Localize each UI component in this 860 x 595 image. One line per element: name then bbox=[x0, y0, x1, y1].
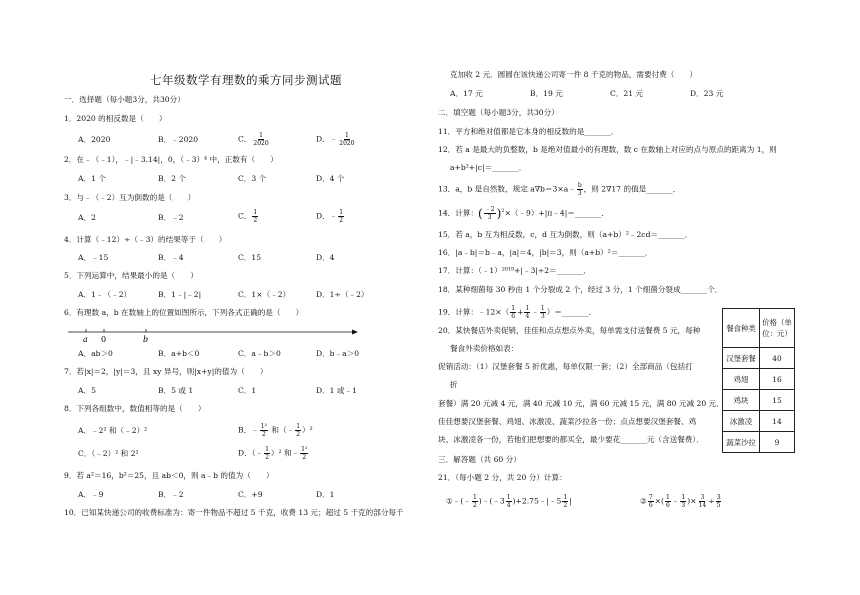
section-answer-heading: 三．解答题（共 60 分） bbox=[438, 455, 521, 464]
question-15: 15．若 a，b 互为相反数，c，d 互为倒数，则（a+b）²﹣2cd＝_______． bbox=[438, 230, 693, 239]
question-13: 13．a，b 是自然数，规定 a∇b＝3×a﹣ $\frac{b}{3}$ ，则 2∇17 的值是_______． bbox=[438, 182, 681, 197]
question-8: 8．下列各组数中，数值相等的是（ ） bbox=[64, 404, 206, 413]
meal-price: 14 bbox=[760, 411, 795, 432]
q1-option-c: C． $\frac{1}{2020}$ bbox=[238, 132, 269, 147]
section-choice-heading: 一．选择题（每小题3分，共30分） bbox=[64, 95, 185, 104]
q6-option-d: D．b﹣a＞0 bbox=[316, 349, 360, 358]
q10-option-a: A．17 元 bbox=[450, 89, 483, 98]
question-16: 16．|a﹣b|＝b﹣a，|a|＝4，|b|＝3，则（a+b）²＝_______． bbox=[438, 248, 653, 257]
q7-option-c: C．1 bbox=[238, 386, 257, 395]
q21-expression-1: ①﹣(﹣ $\frac{1}{2}$ )﹣(﹣3 $\frac{1}{4}$ )+2.75﹣|﹣5 $\frac{1}{2}$ | bbox=[446, 494, 572, 509]
q4-option-c: C．15 bbox=[238, 253, 262, 262]
question-5: 5．下列运算中，结果最小的是（ ） bbox=[64, 271, 198, 280]
question-17: 17．计算：（﹣1）²⁰¹⁹+|﹣3|÷2＝_______． bbox=[438, 266, 591, 275]
meal-price: 16 bbox=[760, 369, 795, 390]
q10-option-b: B．19 元 bbox=[530, 89, 563, 98]
q9-option-d: D．1 bbox=[316, 490, 335, 499]
question-9: 9．若 a²＝16，b²＝25，且 ab＜0，则 a﹣b 的值为（ ） bbox=[64, 471, 274, 480]
q5-option-c: C．1×（﹣2） bbox=[238, 290, 291, 299]
question-12-line-1: 12．若 a 是最大的负整数，b 是绝对值最小的有理数，数 c 在数轴上对应的点与原点的距离为 1，则 bbox=[438, 145, 777, 154]
q4-option-b: B．﹣4 bbox=[158, 253, 184, 262]
question-20-line-3: 促销活动：（1）汉堡套餐 5 折优惠，每单仅限一套；（2）全部商品（包括打 bbox=[438, 362, 693, 371]
q6-option-c: C．a﹣b＞0 bbox=[238, 349, 281, 358]
question-10-continued: 克加收 2 元．圆圆在该快递公司寄一件 8 千克的物品，需要付费（ ） bbox=[450, 70, 698, 79]
q3-option-d: D．﹣ $\frac{1}{2}$ bbox=[316, 209, 344, 224]
table-row bbox=[723, 390, 795, 411]
question-20-line-1: 20．某快餐店外卖促销，佳佳和点点想点外卖，每单需支付送餐费 5 元，每种 bbox=[438, 326, 701, 335]
number-line-figure bbox=[68, 327, 358, 345]
meal-price: 9 bbox=[760, 432, 795, 453]
question-20-line-2: 餐食外卖价格如表： bbox=[450, 344, 519, 353]
q7-option-d: D．1 或﹣1 bbox=[316, 386, 357, 395]
q3-option-c: C． $\frac{1}{2}$ bbox=[238, 209, 258, 224]
question-20-line-5: 套餐）满 20 元减 4 元，满 40 元减 10 元，满 60 元减 15 元，满 80 元减 20 元． bbox=[438, 399, 724, 408]
q3-option-b: B．﹣2 bbox=[158, 213, 184, 222]
q4-option-d: D．4 bbox=[316, 253, 335, 262]
q2-option-d: D．4 个 bbox=[316, 174, 345, 183]
number-line-label-b: b bbox=[143, 335, 149, 344]
q7-option-a: A．5 bbox=[78, 386, 96, 395]
question-7: 7．若|x|＝2，|y|＝3，且 xy 异号，则|x+y|的值为（ ） bbox=[64, 367, 268, 376]
question-4: 4．计算（﹣12）÷（﹣3）的结果等于（ ） bbox=[64, 235, 227, 244]
q8-option-b: B．﹣ $\frac{\text{1²}}{2}$ 和（﹣ $\frac{1}{2}$ ）² bbox=[238, 423, 313, 438]
question-21: 21．（每小题 2 分，共 20 分）计算： bbox=[438, 473, 567, 482]
q9-option-c: C．+9 bbox=[238, 490, 263, 499]
q8-option-d: D．（﹣ $\frac{1}{2}$ ）² 和﹣ $\frac{\text{1²}}{2}$ bbox=[238, 446, 308, 461]
q2-option-a: A．1 个 bbox=[78, 174, 106, 183]
q7-option-b: B．5 或 1 bbox=[158, 386, 194, 395]
question-20-line-4: 折 bbox=[450, 380, 458, 389]
q9-option-b: B．﹣2 bbox=[158, 490, 184, 499]
q10-option-d: D．23 元 bbox=[690, 89, 724, 98]
q2-option-b: B．2 个 bbox=[158, 174, 187, 183]
question-14: 14．计算：( $\frac{﹣2}{3}$ )$^2$×（﹣9）+|π﹣4|＝_______． bbox=[438, 206, 610, 222]
question-10: 10．已知某快递公司的收费标准为：寄一件物品不超过 5 千克，收费 13 元；超过 5 千克的部分每千 bbox=[64, 508, 404, 517]
question-18: 18．某种细菌每 30 秒由 1 个分裂成 2 个，经过 3 分，1 个细菌分裂成_______个． bbox=[438, 285, 723, 294]
question-1: 1．2020 的相反数是（ ） bbox=[64, 114, 167, 123]
table-row bbox=[723, 411, 795, 432]
q4-option-a: A．﹣15 bbox=[78, 253, 109, 262]
table-header-row bbox=[723, 309, 795, 348]
q1-option-a: A．2020 bbox=[78, 135, 111, 144]
meal-name: 汉堡套餐 bbox=[723, 348, 760, 369]
number-line-label-zero: 0 bbox=[101, 335, 107, 344]
meal-name: 蔬菜沙拉 bbox=[723, 432, 760, 453]
q5-option-a: A．1﹣（﹣2） bbox=[78, 290, 132, 299]
q5-option-d: D．1÷（﹣2） bbox=[316, 290, 369, 299]
meal-price: 40 bbox=[760, 348, 795, 369]
meal-name: 冰激凌 bbox=[723, 411, 760, 432]
q1-option-b: B．﹣2020 bbox=[158, 135, 199, 144]
q21-expression-2: ② $\frac{7}{6}$ ×( $\frac{1}{6}$ ﹣ $\frac{1}{3}$ )× $\frac{3}{14}$ ÷ $\frac{3}{5}$ bbox=[640, 494, 721, 509]
q10-option-c: C．21 元 bbox=[610, 89, 644, 98]
table-row bbox=[723, 348, 795, 369]
table-header-price: 价格（单 位：元） bbox=[760, 309, 795, 348]
q9-option-a: A．﹣9 bbox=[78, 490, 104, 499]
meal-name: 鸡翅 bbox=[723, 369, 760, 390]
section-fill-heading: 二．填空题（每小题3分，共30分） bbox=[438, 108, 559, 117]
q2-option-c: C．3 个 bbox=[238, 174, 267, 183]
table-header-meal-type: 餐食种类 bbox=[723, 309, 760, 348]
q1-option-d: D．﹣ $\frac{1}{2020}$ bbox=[316, 132, 355, 147]
q8-option-c: C．（﹣2）² 和 2² bbox=[78, 449, 139, 458]
page-title: 七年级数学有理数的乘方同步测试题 bbox=[150, 73, 342, 87]
q3-option-a: A．2 bbox=[78, 213, 96, 222]
question-11: 11．平方和绝对值都是它本身的相反数的是_______． bbox=[438, 127, 619, 136]
number-line-label-a: a bbox=[83, 335, 88, 344]
q5-option-b: B．1﹣|﹣2| bbox=[158, 290, 202, 299]
q8-option-a: A．﹣2² 和（﹣2）² bbox=[78, 426, 148, 435]
table-row bbox=[723, 432, 795, 453]
question-6: 6．有理数 a，b 在数轴上的位置如图所示，下列各式正确的是（ ） bbox=[64, 308, 304, 317]
question-20-line-7: 块、冰激凌各一份，若他们把想要的都买全，最少要花_______元（含送餐费）． bbox=[438, 435, 704, 444]
question-3: 3．与﹣（﹣2）互为倒数的是（ ） bbox=[64, 193, 196, 202]
question-12-line-2: a+b²+|c|＝_______． bbox=[450, 163, 527, 172]
table-row bbox=[723, 369, 795, 390]
q6-option-a: A．ab＞0 bbox=[78, 349, 113, 358]
meal-price: 15 bbox=[760, 390, 795, 411]
meal-name: 鸡块 bbox=[723, 390, 760, 411]
q6-option-b: B．a+b＜0 bbox=[158, 349, 200, 358]
meal-price-table bbox=[722, 308, 795, 453]
question-19: 19．计算：﹣12×（ $\frac{1}{6}$ + $\frac{1}{4}$ ﹣ $\frac{1}{3}$ ）＝_______． bbox=[438, 305, 597, 320]
question-20-line-6: 佳佳想要汉堡套餐、鸡翅、冰激凌、蔬菜沙拉各一份；点点想要汉堡套餐、鸡 bbox=[438, 417, 697, 426]
question-2: 2．在﹣（﹣1），﹣|﹣3.14|，0，（﹣3）⁴ 中，正数有（ ） bbox=[64, 155, 278, 164]
